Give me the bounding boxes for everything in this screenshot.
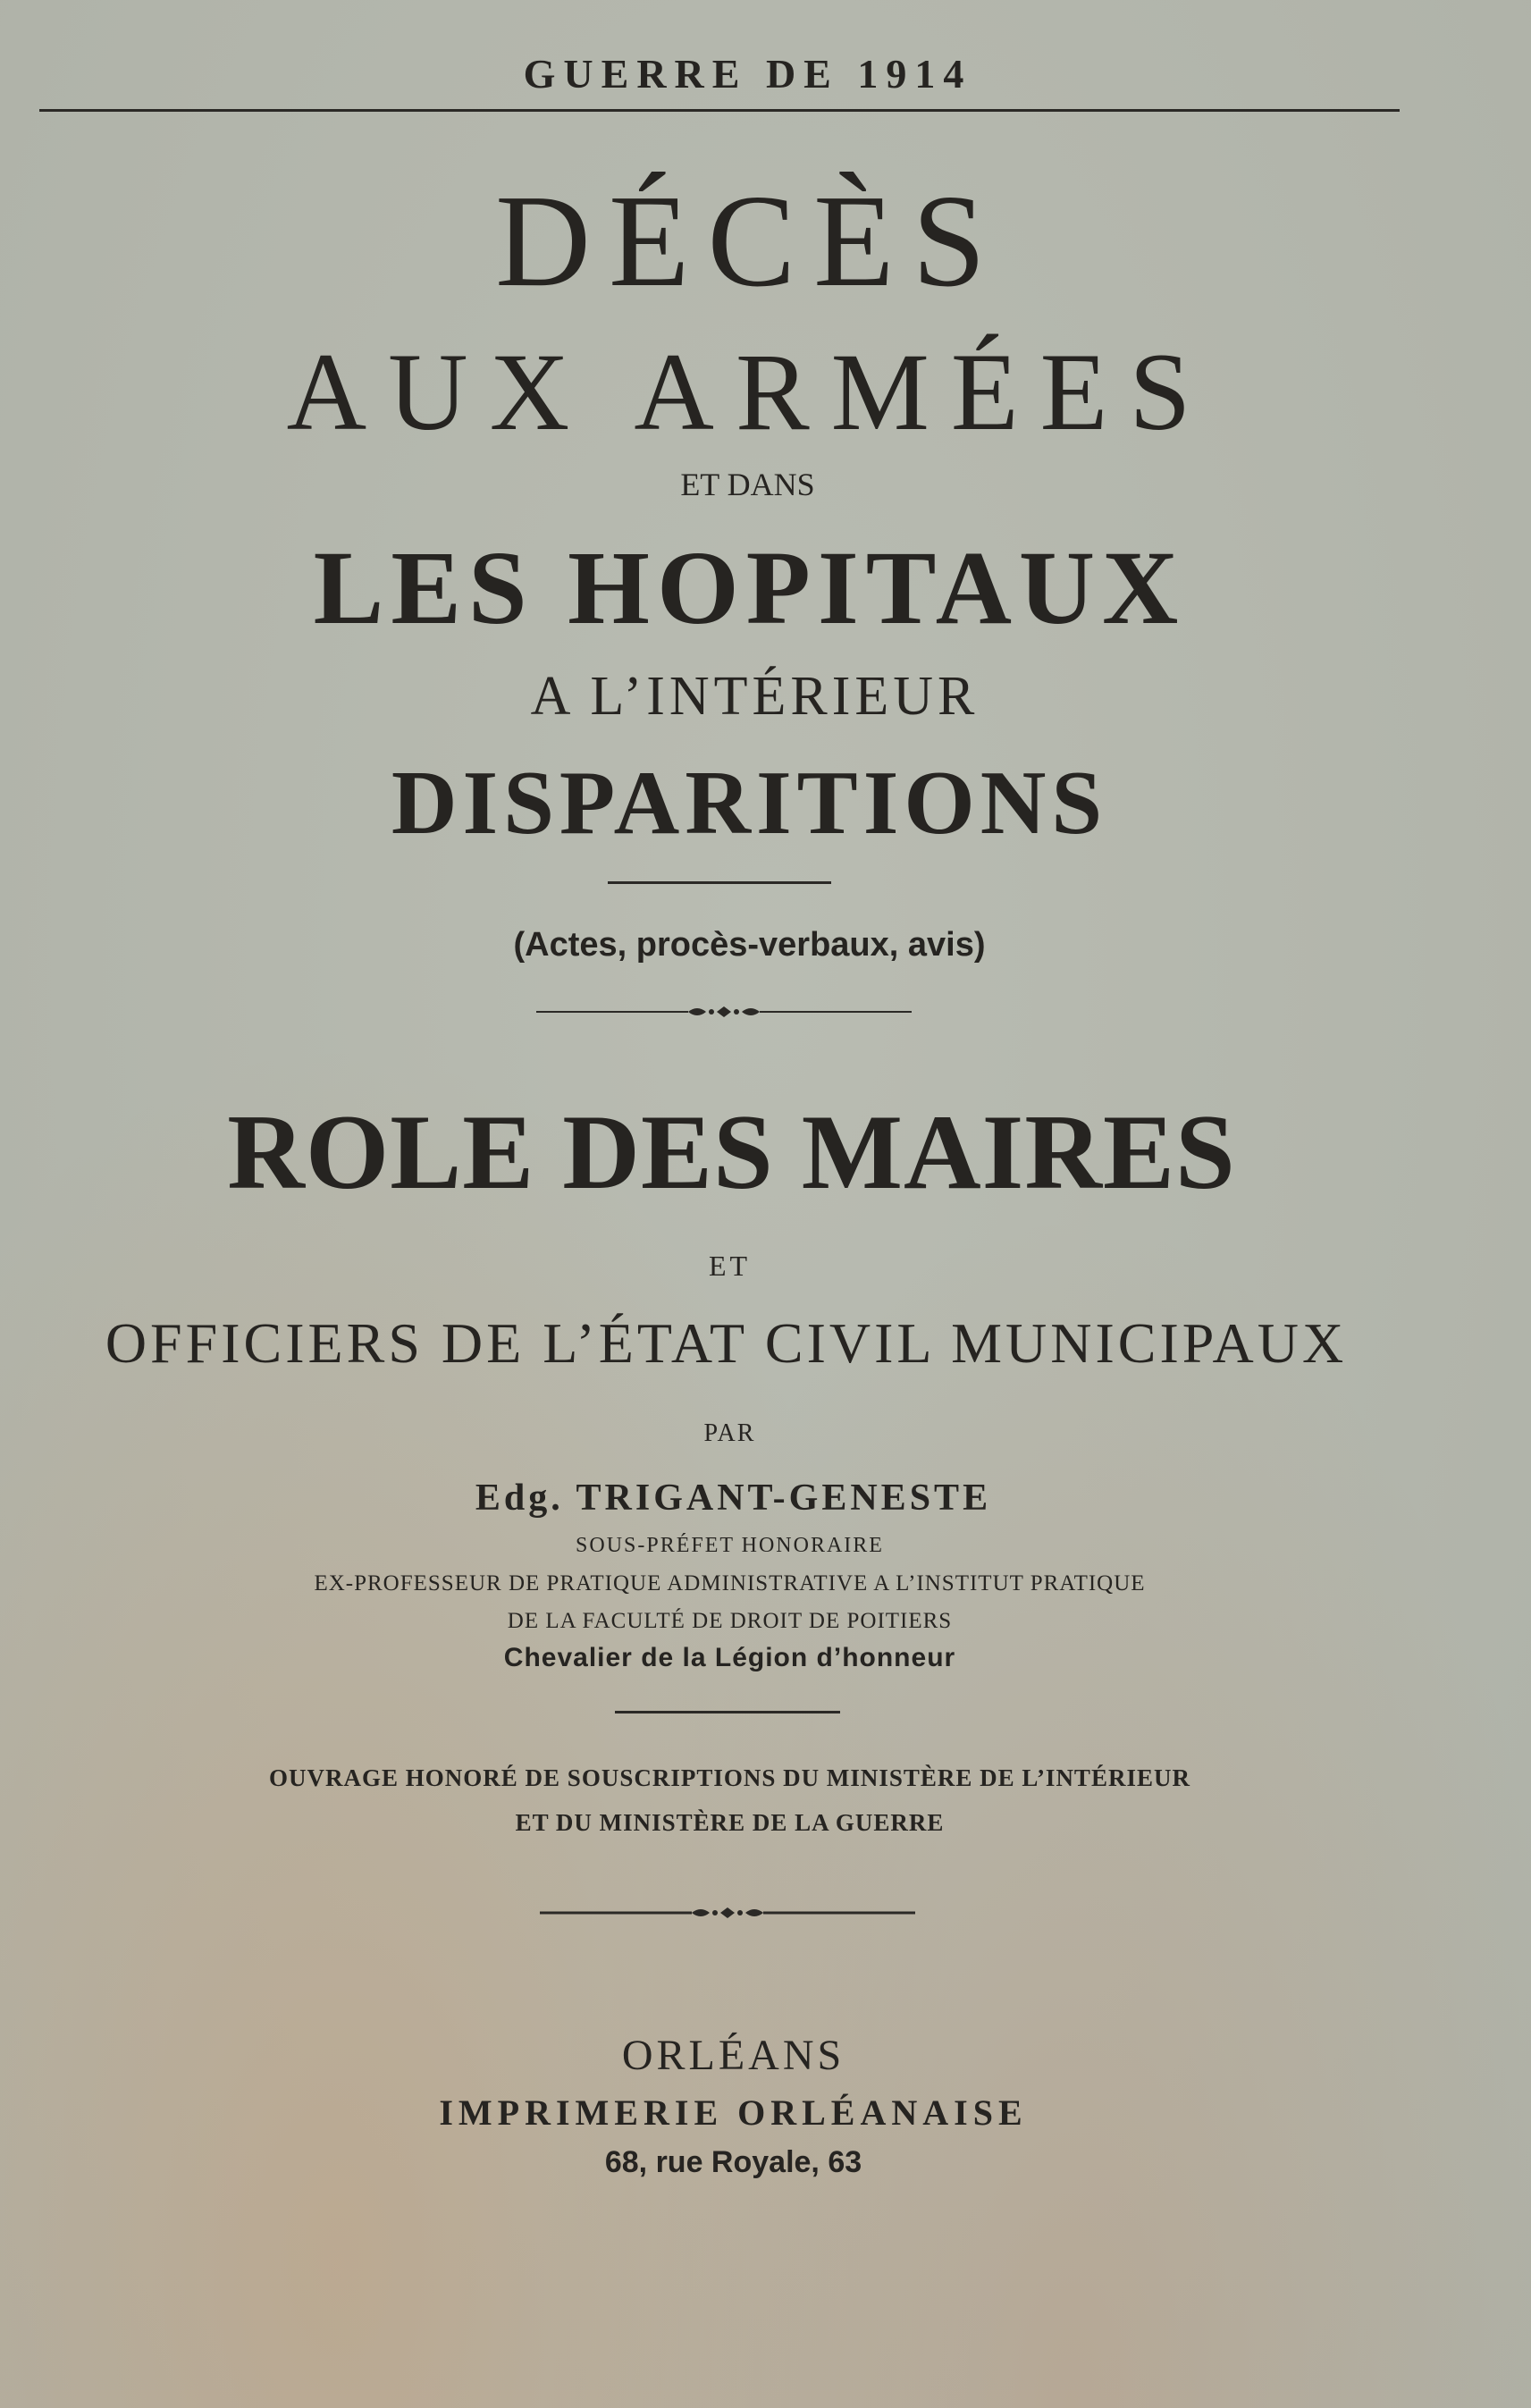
title-deces: DÉCÈS	[495, 168, 1004, 315]
conjunction-et-dans: ET DANS	[680, 467, 815, 502]
author-honor: Chevalier de la Légion d’honneur	[503, 1643, 956, 1672]
endorsement-line: OUVRAGE HONORÉ DE SOUSCRIPTIONS DU MINISTÈRE DE L’INTÉRIEUR	[269, 1764, 1190, 1791]
series-heading: GUERRE DE 1914	[523, 51, 972, 97]
short-rule	[608, 881, 831, 884]
author-credential: EX-PROFESSEUR DE PRATIQUE ADMINISTRATIVE A L’INSTITUT PRATIQUE	[314, 1571, 1146, 1596]
title-a-l-interieur: A L’INTÉRIEUR	[530, 666, 980, 727]
byline-par: PAR	[703, 1419, 756, 1447]
ornamental-divider-icon	[536, 1001, 912, 1023]
header-rule	[39, 109, 1400, 112]
title-role-des-maires: ROLE DES MAIRES	[227, 1092, 1236, 1211]
conjunction-et: ET	[708, 1250, 752, 1282]
imprint-printer: IMPRIMERIE ORLÉANAISE	[439, 2092, 1028, 2133]
author-credential: DE LA FACULTÉ DE DROIT DE POITIERS	[507, 1609, 953, 1633]
imprint-city: ORLÉANS	[621, 2032, 845, 2079]
imprint-address: 68, rue Royale, 63	[604, 2145, 862, 2179]
ornamental-divider-icon	[540, 1902, 915, 1924]
author-name: Edg. TRIGANT-GENESTE	[475, 1478, 992, 1519]
author-credential: SOUS-PRÉFET HONORAIRE	[576, 1534, 884, 1557]
title-aux-armees: AUX ARMÉES	[286, 331, 1213, 453]
short-rule	[615, 1711, 840, 1713]
title-disparitions: DISPARITIONS	[391, 753, 1108, 854]
title-les-hopitaux: LES HOPITAUX	[313, 529, 1186, 646]
subtitle: (Actes, procès-verbaux, avis)	[513, 926, 986, 964]
title-officiers: OFFICIERS DE L’ÉTAT CIVIL MUNICIPAUX	[105, 1311, 1348, 1375]
endorsement-line: ET DU MINISTÈRE DE LA GUERRE	[515, 1809, 945, 1836]
